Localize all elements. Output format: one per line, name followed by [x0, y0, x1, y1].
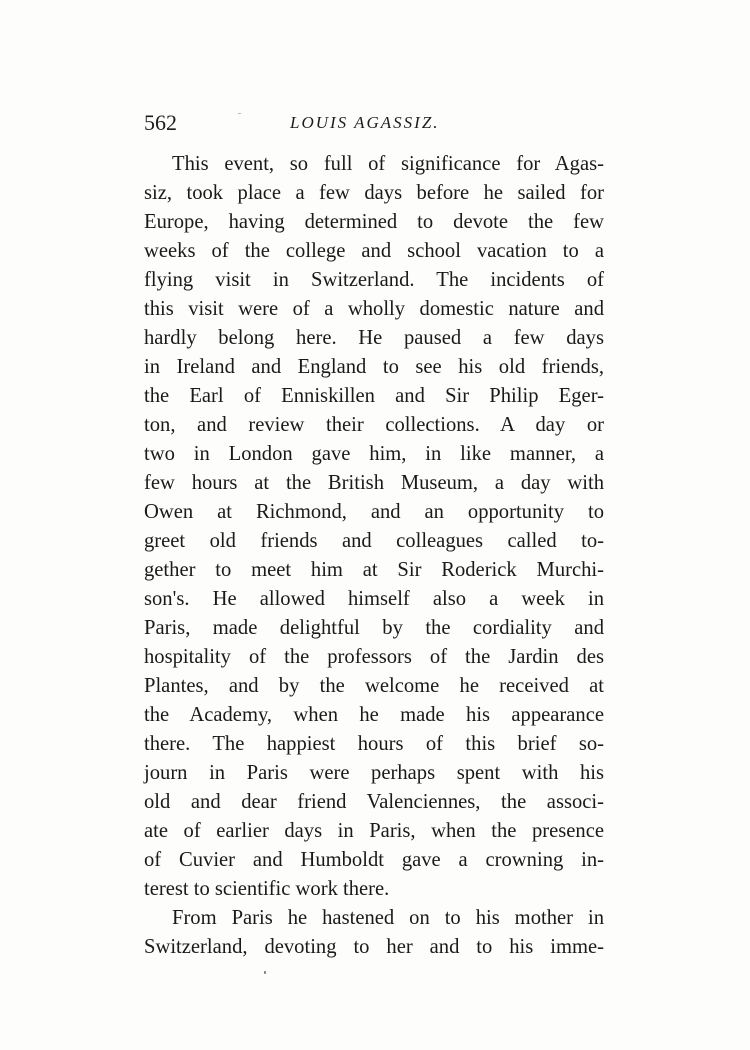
text-line: greet old friends and colleagues called to-	[144, 530, 604, 552]
text-line: Paris, made delightful by the cordiality and	[144, 617, 604, 639]
text-line: Switzerland, devoting to her and to his imme-	[144, 936, 604, 958]
text-line: terest to scientific work there.	[144, 878, 390, 900]
text-line: flying visit in Switzerland. The incidents of	[144, 269, 604, 291]
running-head: LOUIS AGASSIZ.	[290, 113, 440, 132]
text-line: this visit were of a wholly domestic nature and	[144, 298, 604, 320]
text-line: old and dear friend Valenciennes, the associ-	[144, 791, 604, 813]
text-line: This event, so full of significance for Agas-	[172, 153, 604, 175]
text-line: Europe, having determined to devote the few	[144, 211, 604, 233]
text-line: gether to meet him at Sir Roderick Murchi-	[144, 559, 604, 581]
text-line: ton, and review their collections. A day or	[144, 414, 604, 436]
text-line: the Earl of Enniskillen and Sir Philip Eger-	[144, 385, 604, 407]
text-line: hardly belong here. He paused a few days	[144, 327, 604, 349]
text-line: Plantes, and by the welcome he received at	[144, 675, 604, 697]
page-number: 562	[144, 110, 177, 135]
text-line: in Ireland and England to see his old friends,	[144, 356, 604, 378]
text-line: few hours at the British Museum, a day with	[144, 472, 604, 494]
text-line: ate of earlier days in Paris, when the presence	[144, 820, 604, 842]
text-line: From Paris he hastened on to his mother in	[172, 907, 604, 929]
text-line: weeks of the college and school vacation to a	[144, 240, 604, 262]
text-line: Owen at Richmond, and an opportunity to	[144, 501, 604, 523]
text-line: son's. He allowed himself also a week in	[144, 588, 604, 610]
paper-speck	[264, 971, 266, 974]
body-text	[144, 150, 604, 962]
text-line: there. The happiest hours of this brief so-	[144, 733, 604, 755]
text-line: hospitality of the professors of the Jardin des	[144, 646, 604, 668]
text-line: siz, took place a few days before he sailed for	[144, 182, 604, 204]
text-line: the Academy, when he made his appearance	[144, 704, 604, 726]
page-header	[144, 110, 604, 140]
text-line: of Cuvier and Humboldt gave a crowning in-	[144, 849, 604, 871]
text-line: journ in Paris were perhaps spent with his	[144, 762, 604, 784]
paper-speck	[238, 113, 241, 114]
text-line: two in London gave him, in like manner, a	[144, 443, 604, 465]
